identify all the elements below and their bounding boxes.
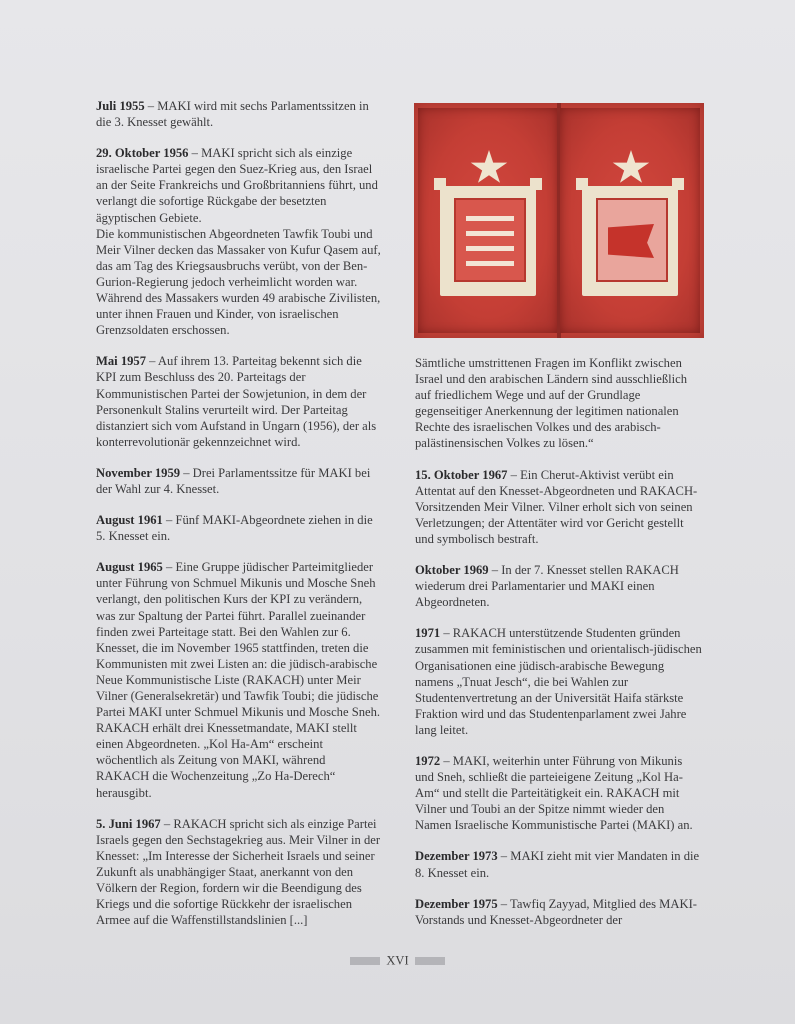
stamp-flag <box>596 198 668 282</box>
entry-date: Mai 1957 <box>96 354 147 369</box>
entry-text: Sämtliche umstrittenen Fragen im Konflikt zwischen Israel und den arabischen Ländern sind ausschließlich auf friedlichem Wege und auf der Grundlage gegenseitiger Anerkennung der legitimen nationalen Rechte des israelischen Volkes und des arabisch-palästinensischen Volkes zu lösen.“ <box>415 356 688 451</box>
stamp-hebrew-letters <box>454 198 526 282</box>
flag-icon <box>608 224 654 258</box>
footer-bar-left <box>350 957 380 965</box>
entry-date: 5. Juni 1967 <box>96 816 161 831</box>
chronology-entry <box>96 145 381 338</box>
chronology-entry <box>96 559 381 800</box>
chronology-entry <box>415 625 703 738</box>
entry-text: – Eine Gruppe jüdischer Parteimitglieder unter Führung von Schmuel Mikunis und Mosche Sneh verlangt, den politischen Kurs der KPI zu verändern, was zur Spaltung der Partei führt. Parallel zueinander finden zwei Parteitage statt. Bei den Wahlen zur 6. Knesset, die im November 1965 stattfinden, treten die Kommunisten mit zwei Listen an: die jüdisch-arabische Neue Kommunistische Liste (RAKACH) unter Meir Vilner (Generalsekretär) und Tawfik Toubi; die jüdische Partei MAKI unter Schmuel Mikunis und Mosche Sneh. RAKACH erhält drei Knessetmandate, MAKI stellt einen Abgeordneten. „Kol Ha-Am“ erscheint wöchentlich als Zeitung von MAKI, während RAKACH die Wochenzeitung „Zo Ha-Derech“ herausgibt. <box>96 560 381 800</box>
star-icon <box>470 150 508 186</box>
chronology-entry <box>96 816 381 929</box>
entry-text: – Drei Parlamentssitze für MAKI bei der Wahl zur 4. Knesset. <box>96 465 371 496</box>
chronology-entry <box>415 467 703 547</box>
star-icon <box>612 150 650 186</box>
chronology-entry <box>96 512 381 544</box>
booklet-frame <box>582 186 678 296</box>
page-number: XVI <box>386 953 409 968</box>
entry-text: – MAKI wird mit sechs Parlamentssitzen in die 3. Knesset gewählt. <box>96 99 369 130</box>
page-footer <box>0 953 795 969</box>
entry-date: August 1965 <box>96 560 163 575</box>
footer-bar-right <box>415 957 445 965</box>
chronology-entry <box>96 98 381 130</box>
entry-text: – RAKACH unterstützende Studenten gründen zusammen mit feministischen und orientalisch-jüdischen Organisationen eine jüdisch-arabische Bewegung namens „Tnuat Jesch“, die bei Wahlen zur Studentenvertretung an der Universität Haifa stärkste Fraktion wird und das Studentenparlament zwei Jahre lang leitet. <box>415 626 702 737</box>
entry-text: – MAKI, weiterhin unter Führung von Mikunis und Sneh, schließt die parteieigene Zeitung „Kol Ha-Am“ und stellt die Parteitätigkeit ein. RAKACH mit Vilner und Toubi an der Spitze nimmt wieder den Namen Israelische Kommunistische Partei (MAKI) an. <box>415 753 693 833</box>
entry-text: – Ein Cherut-Aktivist verübt ein Attentat auf den Knesset-Abgeordneten und RAKACH-Vorsitzenden Meir Vilner. Vilner erholt sich von seinen Verletzungen; der Attentäter wird vor Gericht gestellt und symbolisch bestraft. <box>415 467 698 546</box>
chronology-entry <box>96 465 381 497</box>
entry-date: November 1959 <box>96 465 181 480</box>
entry-date: August 1961 <box>96 513 163 528</box>
entry-text: – MAKI spricht sich als einzige israelische Partei gegen den Suez-Krieg aus, den Israel an der Seite Frankreichs und Großbritanniens führt, und verlangt die sofortige Rückgabe der besetzten ägyptischen Gebiete. <box>96 146 378 225</box>
entry-date: Dezember 1975 <box>415 896 498 911</box>
chronology-entry <box>415 753 703 833</box>
booklet-left <box>418 108 558 333</box>
entry-date: Juli 1955 <box>96 99 145 113</box>
booklet-frame <box>440 186 536 296</box>
booklet-right <box>560 108 700 333</box>
entry-date: Oktober 1969 <box>415 563 489 578</box>
chronology-entry <box>415 848 703 880</box>
entry-text: – In der 7. Knesset stellen RAKACH wiederum drei Parlamentarier und MAKI einen Abgeordneten. <box>415 563 679 610</box>
entry-date: 1971 <box>415 626 441 641</box>
chronology-entry <box>415 896 703 928</box>
entry-date: Dezember 1973 <box>415 849 498 864</box>
entry-text: – Tawfiq Zayyad, Mitglied des MAKI-Vorstands und Knesset-Abgeordneter der <box>415 896 697 927</box>
chronology-entry <box>415 562 703 610</box>
entry-text: – MAKI zieht mit vier Mandaten in die 8. Knesset ein. <box>415 849 700 880</box>
photo-party-booklets <box>414 103 704 338</box>
entry-text-continued: Die kommunistischen Abgeordneten Tawfik Toubi und Meir Vilner decken das Massaker von Kufur Qasem auf, das am Tag des Kriegsausbruchs verübt, von der Ben-Gurion-Regierung jedoch verheimlicht worden war. Während des Massakers wurden 49 arabische Zivilisten, unter ihnen Frauen und Kinder, von israelischen Grenzsoldaten erschossen. <box>96 226 381 338</box>
left-column <box>96 98 381 943</box>
entry-text: – Auf ihrem 13. Parteitag bekennt sich die KPI zum Beschluss des 20. Parteitags der Kommunistischen Partei der Sowjetunion, in dem der Personenkult Stalins verurteilt wird. Der Parteitag distanziert sich vom Aufstand in Ungarn (1956), der als konterrevolutionär gekennzeichnet wird. <box>96 354 377 449</box>
right-column <box>415 355 703 943</box>
hebrew-text-graphic <box>466 216 514 268</box>
entry-date: 1972 <box>415 753 441 768</box>
chronology-entry <box>415 355 703 452</box>
entry-text: – Fünf MAKI-Abgeordnete ziehen in die 5. Knesset ein. <box>96 513 373 544</box>
entry-text: – RAKACH spricht sich als einzige Partei Israels gegen den Sechstagekrieg aus. Meir Vilner in der Knesset: „Im Interesse der Sicherheit Israels und seiner Zukunft als unabhängiger Staat, anerkannt von den Völkern der Region, fordern wir die Beendigung des Kriegs und die sofortige Rückkehr der israelischen Armee auf die Waffenstillstandslinien [...] <box>96 816 381 928</box>
entry-date: 15. Oktober 1967 <box>415 467 508 482</box>
entry-date: 29. Oktober 1956 <box>96 146 189 161</box>
chronology-entry <box>96 353 381 450</box>
